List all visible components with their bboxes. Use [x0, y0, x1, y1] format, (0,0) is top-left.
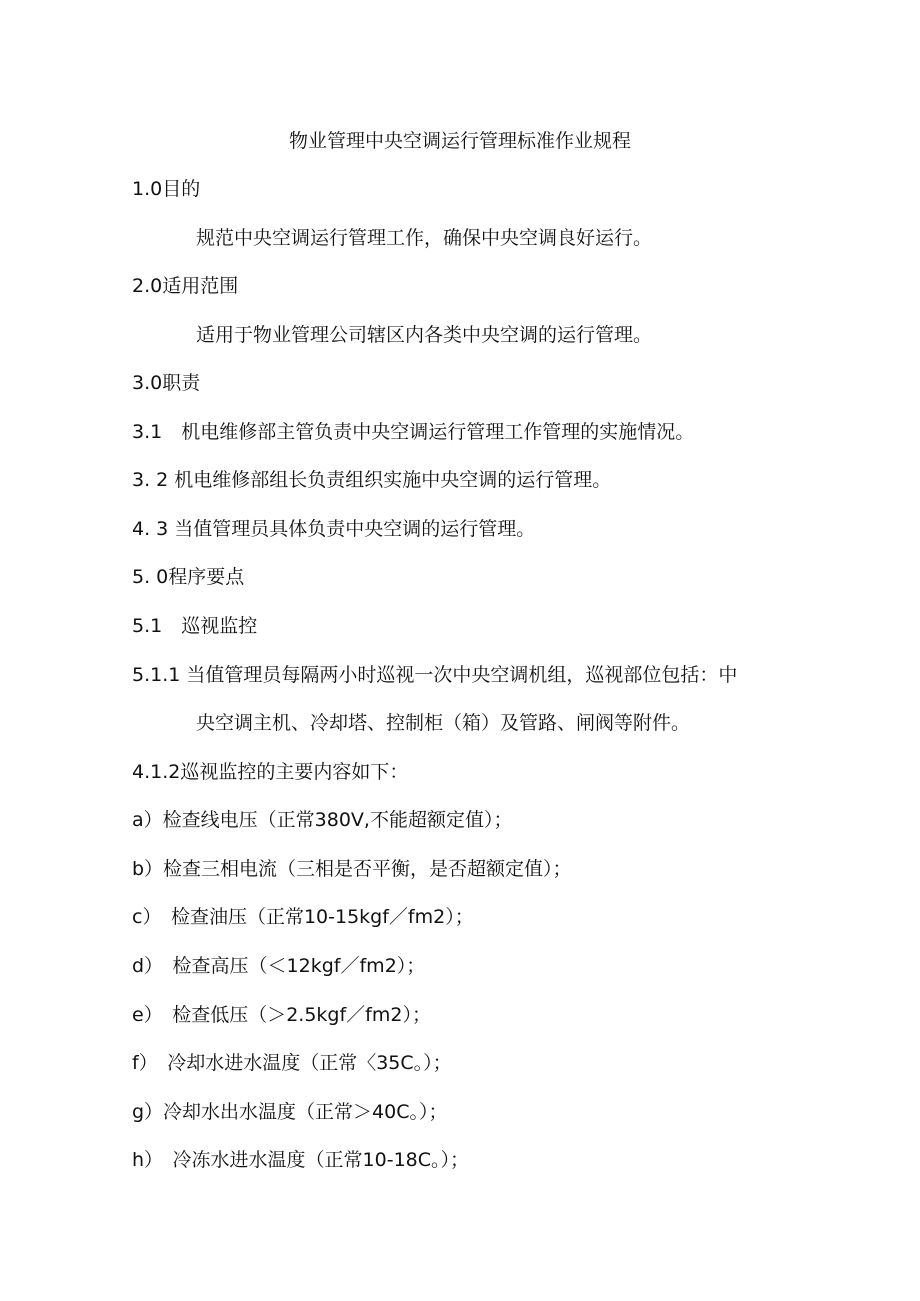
check-item-f: f） 冷却水进水温度（正常〈35C。）； [132, 1052, 452, 1074]
responsibility-3-2: 3. 2 机电维修部组长负责组织实施中央空调的运行管理。 [132, 469, 612, 491]
section-2-text: 适用于物业管理公司辖区内各类中央空调的运行管理。 [196, 324, 653, 346]
item-5-1-1-continuation: 央空调主机、冷却塔、控制柜（箱）及管路、闸阀等附件。 [196, 712, 691, 734]
check-item-c: c） 检查油压（正常10-15kgf／fm2）； [132, 906, 474, 928]
item-4-1-2-heading: 4.1.2巡视监控的主要内容如下： [132, 761, 409, 783]
section-1-heading: 1.0目的 [132, 178, 201, 200]
check-item-e: e） 检查低压（＞2.5kgf／fm2）； [132, 1004, 431, 1026]
document-title: 物业管理中央空调运行管理标准作业规程 [288, 130, 631, 152]
section-1-text: 规范中央空调运行管理工作，确保中央空调良好运行。 [196, 227, 653, 249]
subsection-5-1-heading: 5.1 巡视监控 [132, 615, 258, 637]
item-5-1-1-text: 5.1.1 当值管理员每隔两小时巡视一次中央空调机组，巡视部位包括：中 [132, 664, 738, 686]
check-item-h: h） 冷冻水进水温度（正常10-18C。）； [132, 1149, 470, 1171]
check-item-d: d） 检查高压（＜12kgf／fm2）； [132, 955, 426, 977]
check-item-b: b）检查三相电流（三相是否平衡，是否超额定值）； [132, 858, 572, 880]
responsibility-3-1: 3.1 机电维修部主管负责中央空调运行管理工作管理的实施情况。 [132, 421, 695, 443]
section-3-heading: 3.0职责 [132, 372, 201, 394]
responsibility-4-3: 4. 3 当值管理员具体负责中央空调的运行管理。 [132, 518, 536, 540]
check-item-a: a）检查线电压（正常380V,不能超额定值）； [132, 809, 513, 831]
section-2-heading: 2.0适用范围 [132, 275, 239, 297]
section-5-heading: 5. 0程序要点 [132, 566, 245, 588]
check-item-g: g）冷却水出水温度（正常＞40C。）； [132, 1101, 448, 1123]
